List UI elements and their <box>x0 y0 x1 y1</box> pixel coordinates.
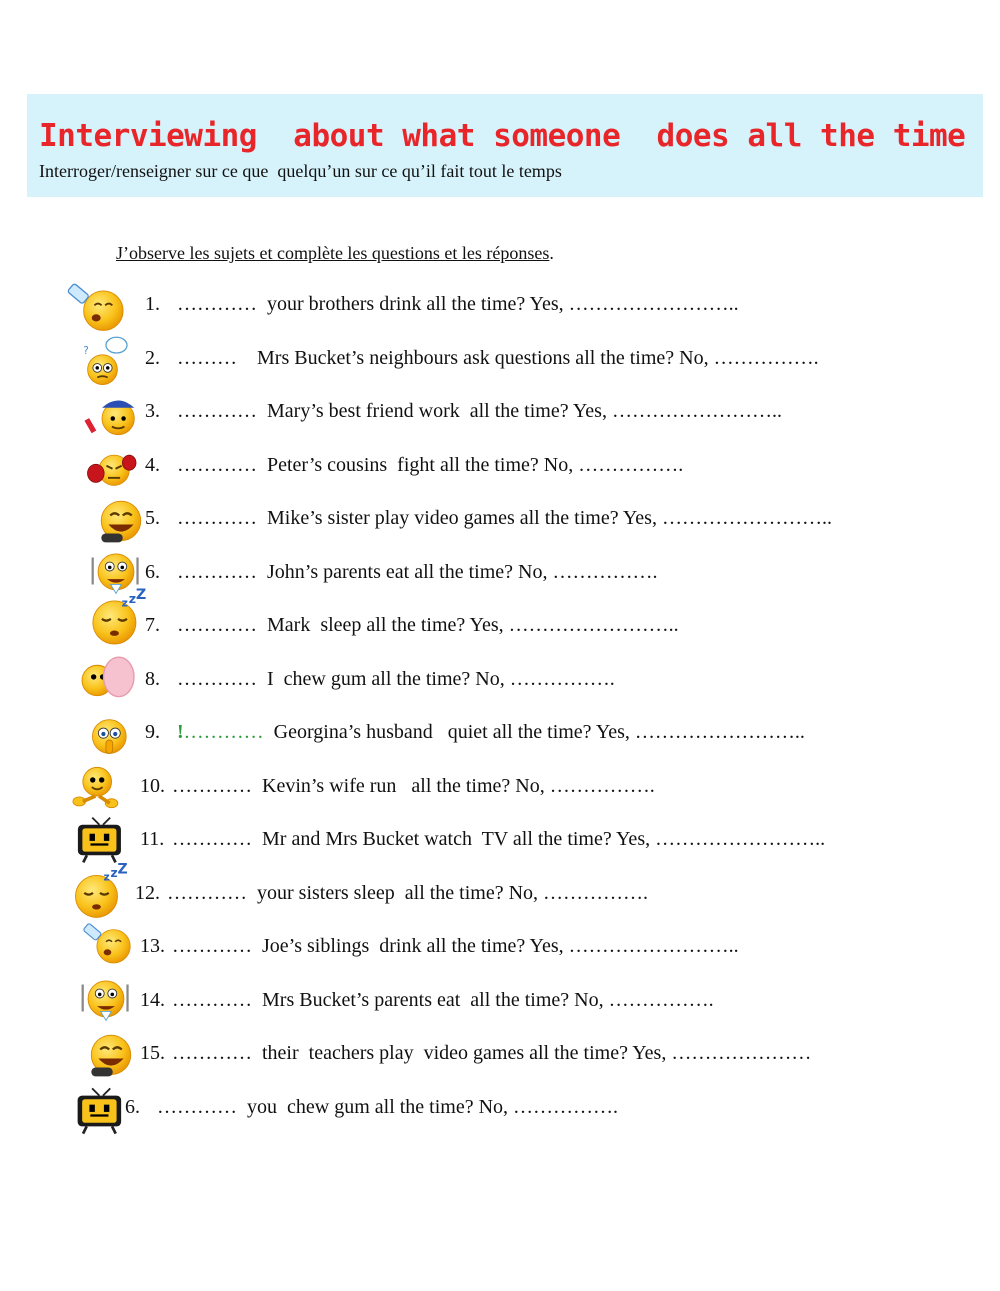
answer-blank[interactable]: ………… <box>183 721 264 743</box>
question-item <box>0 817 1000 871</box>
question-text <box>145 293 739 316</box>
confused-emoji-icon <box>78 333 134 387</box>
question-number: 8. <box>145 667 160 690</box>
question-number: 11. <box>140 828 165 850</box>
question-sentence: your sisters sleep all the time? No, ……………. <box>247 881 649 904</box>
answer-blank[interactable]: ……… <box>177 346 237 369</box>
question-number: 6. <box>125 1095 140 1118</box>
question-number: 4. <box>145 453 160 476</box>
boxing-emoji-icon <box>80 446 142 490</box>
question-sentence: you chew gum all the time? No, ……………. <box>237 1095 619 1118</box>
question-text <box>145 614 679 637</box>
question-item <box>0 861 1000 925</box>
question-item <box>0 1031 1000 1085</box>
question-item <box>0 389 1000 443</box>
question-number: 13. <box>140 935 165 957</box>
question-sentence: Mrs Bucket’s neighbours ask questions all the time? No, ……………. <box>237 346 819 369</box>
question-number: 3. <box>145 400 160 422</box>
drinking-emoji-icon <box>82 922 136 966</box>
question-number: 9. <box>145 721 160 743</box>
svg-text:z: z <box>121 596 128 610</box>
instruction-end: . <box>549 243 554 263</box>
drinking-emoji-icon <box>66 282 130 334</box>
answer-blank[interactable]: ………… <box>177 400 257 422</box>
question-number: 5. <box>145 507 160 529</box>
question-sentence: Mike’s sister play video games all the time? Yes, …………………….. <box>257 507 832 529</box>
svg-text:z: z <box>128 590 137 606</box>
svg-text:Z: Z <box>117 861 128 878</box>
answer-blank[interactable]: ………… <box>177 507 257 529</box>
question-item <box>0 764 1000 818</box>
question-sentence: your brothers drink all the time? Yes, …………………….. <box>257 293 739 315</box>
worker-emoji-icon <box>80 388 142 440</box>
question-sentence: their teachers play video games all the time? Yes, ………………… <box>252 1042 812 1064</box>
page-title: Interviewing about what someone does all the time <box>39 118 966 154</box>
question-text <box>135 882 648 905</box>
question-number: 7. <box>145 614 160 636</box>
answer-blank[interactable]: ………… <box>172 988 252 1011</box>
gamer-emoji-icon <box>82 1028 140 1080</box>
instruction-text: J’observe les sujets et complète les questions et les réponses <box>116 243 550 263</box>
sleeping-emoji-icon <box>88 587 148 644</box>
question-sentence: John’s parents eat all the time? No, ……………. <box>257 560 658 583</box>
eating-emoji-icon <box>76 972 136 1024</box>
tv-emoji-icon <box>74 1084 132 1138</box>
question-sentence: Mrs Bucket’s parents eat all the time? No, ……………. <box>252 988 714 1011</box>
question-sentence: Kevin’s wife run all the time? No, ……………. <box>252 774 655 797</box>
question-text <box>125 1096 618 1119</box>
running-emoji-icon <box>70 762 128 814</box>
question-sentence: Georgina’s husband quiet all the time? Yes, …………………….. <box>263 721 805 743</box>
svg-text:z: z <box>103 871 110 884</box>
gamer-emoji-icon <box>92 494 150 546</box>
question-text <box>145 454 683 477</box>
bubblegum-emoji-icon <box>78 650 138 702</box>
answer-blank[interactable]: ………… <box>177 453 257 476</box>
answer-blank[interactable]: ………… <box>172 774 252 797</box>
question-item <box>0 587 1000 657</box>
tv-emoji-icon <box>74 814 132 866</box>
question-number: 6. <box>145 560 160 583</box>
question-text <box>145 507 832 530</box>
svg-text:?: ? <box>83 344 89 357</box>
question-text <box>145 347 819 370</box>
question-text <box>145 721 805 744</box>
instruction <box>116 243 554 264</box>
page-subtitle: Interroger/renseigner sur ce que quelqu’un sur ce qu’il fait tout le temps <box>39 161 562 181</box>
question-item <box>0 282 1000 336</box>
header-banner <box>27 94 983 197</box>
answer-blank[interactable]: ………… <box>177 667 257 690</box>
question-text <box>145 400 782 423</box>
sleeping-emoji-icon <box>72 861 128 918</box>
shush-emoji-icon <box>84 708 138 760</box>
question-item <box>0 336 1000 390</box>
answer-blank[interactable]: ………… <box>157 1095 237 1118</box>
question-item <box>0 710 1000 764</box>
question-item <box>0 924 1000 978</box>
question-item <box>0 550 1000 604</box>
answer-blank[interactable]: ………… <box>167 881 247 904</box>
answer-blank[interactable]: ………… <box>172 935 252 957</box>
svg-text:z: z <box>110 866 118 881</box>
question-sentence: Peter’s cousins fight all the time? No, ……………. <box>257 453 684 476</box>
question-text <box>140 775 655 798</box>
question-sentence: Joe’s siblings drink all the time? Yes, …………………….. <box>252 935 739 957</box>
question-sentence: Mark sleep all the time? Yes, …………………….. <box>257 614 679 636</box>
answer-blank[interactable]: ………… <box>177 560 257 583</box>
svg-text:Z: Z <box>135 587 147 604</box>
question-item <box>0 1085 1000 1139</box>
question-text <box>145 561 657 584</box>
answer-blank[interactable]: ………… <box>177 614 257 636</box>
question-item <box>0 496 1000 550</box>
question-number: 10. <box>140 774 165 797</box>
question-item <box>0 978 1000 1032</box>
question-text <box>140 1042 811 1065</box>
answer-mark: ! <box>177 721 184 743</box>
question-text <box>145 668 615 691</box>
question-number: 12. <box>135 881 160 904</box>
question-number: 15. <box>140 1042 165 1064</box>
answer-blank[interactable]: ………… <box>172 828 252 850</box>
answer-blank[interactable]: ………… <box>177 293 257 315</box>
question-sentence: Mary’s best friend work all the time? Yes, …………………….. <box>257 400 782 422</box>
question-item <box>0 657 1000 711</box>
question-sentence: Mr and Mrs Bucket watch TV all the time? Yes, …………………….. <box>252 828 826 850</box>
question-text <box>140 828 825 851</box>
question-number: 14. <box>140 988 165 1011</box>
question-text <box>140 935 739 958</box>
question-sentence: I chew gum all the time? No, ……………. <box>257 667 615 690</box>
question-item <box>0 443 1000 497</box>
question-text <box>140 989 714 1012</box>
question-number: 1. <box>145 293 160 315</box>
question-number: 2. <box>145 346 160 369</box>
answer-blank[interactable]: ………… <box>172 1042 252 1064</box>
